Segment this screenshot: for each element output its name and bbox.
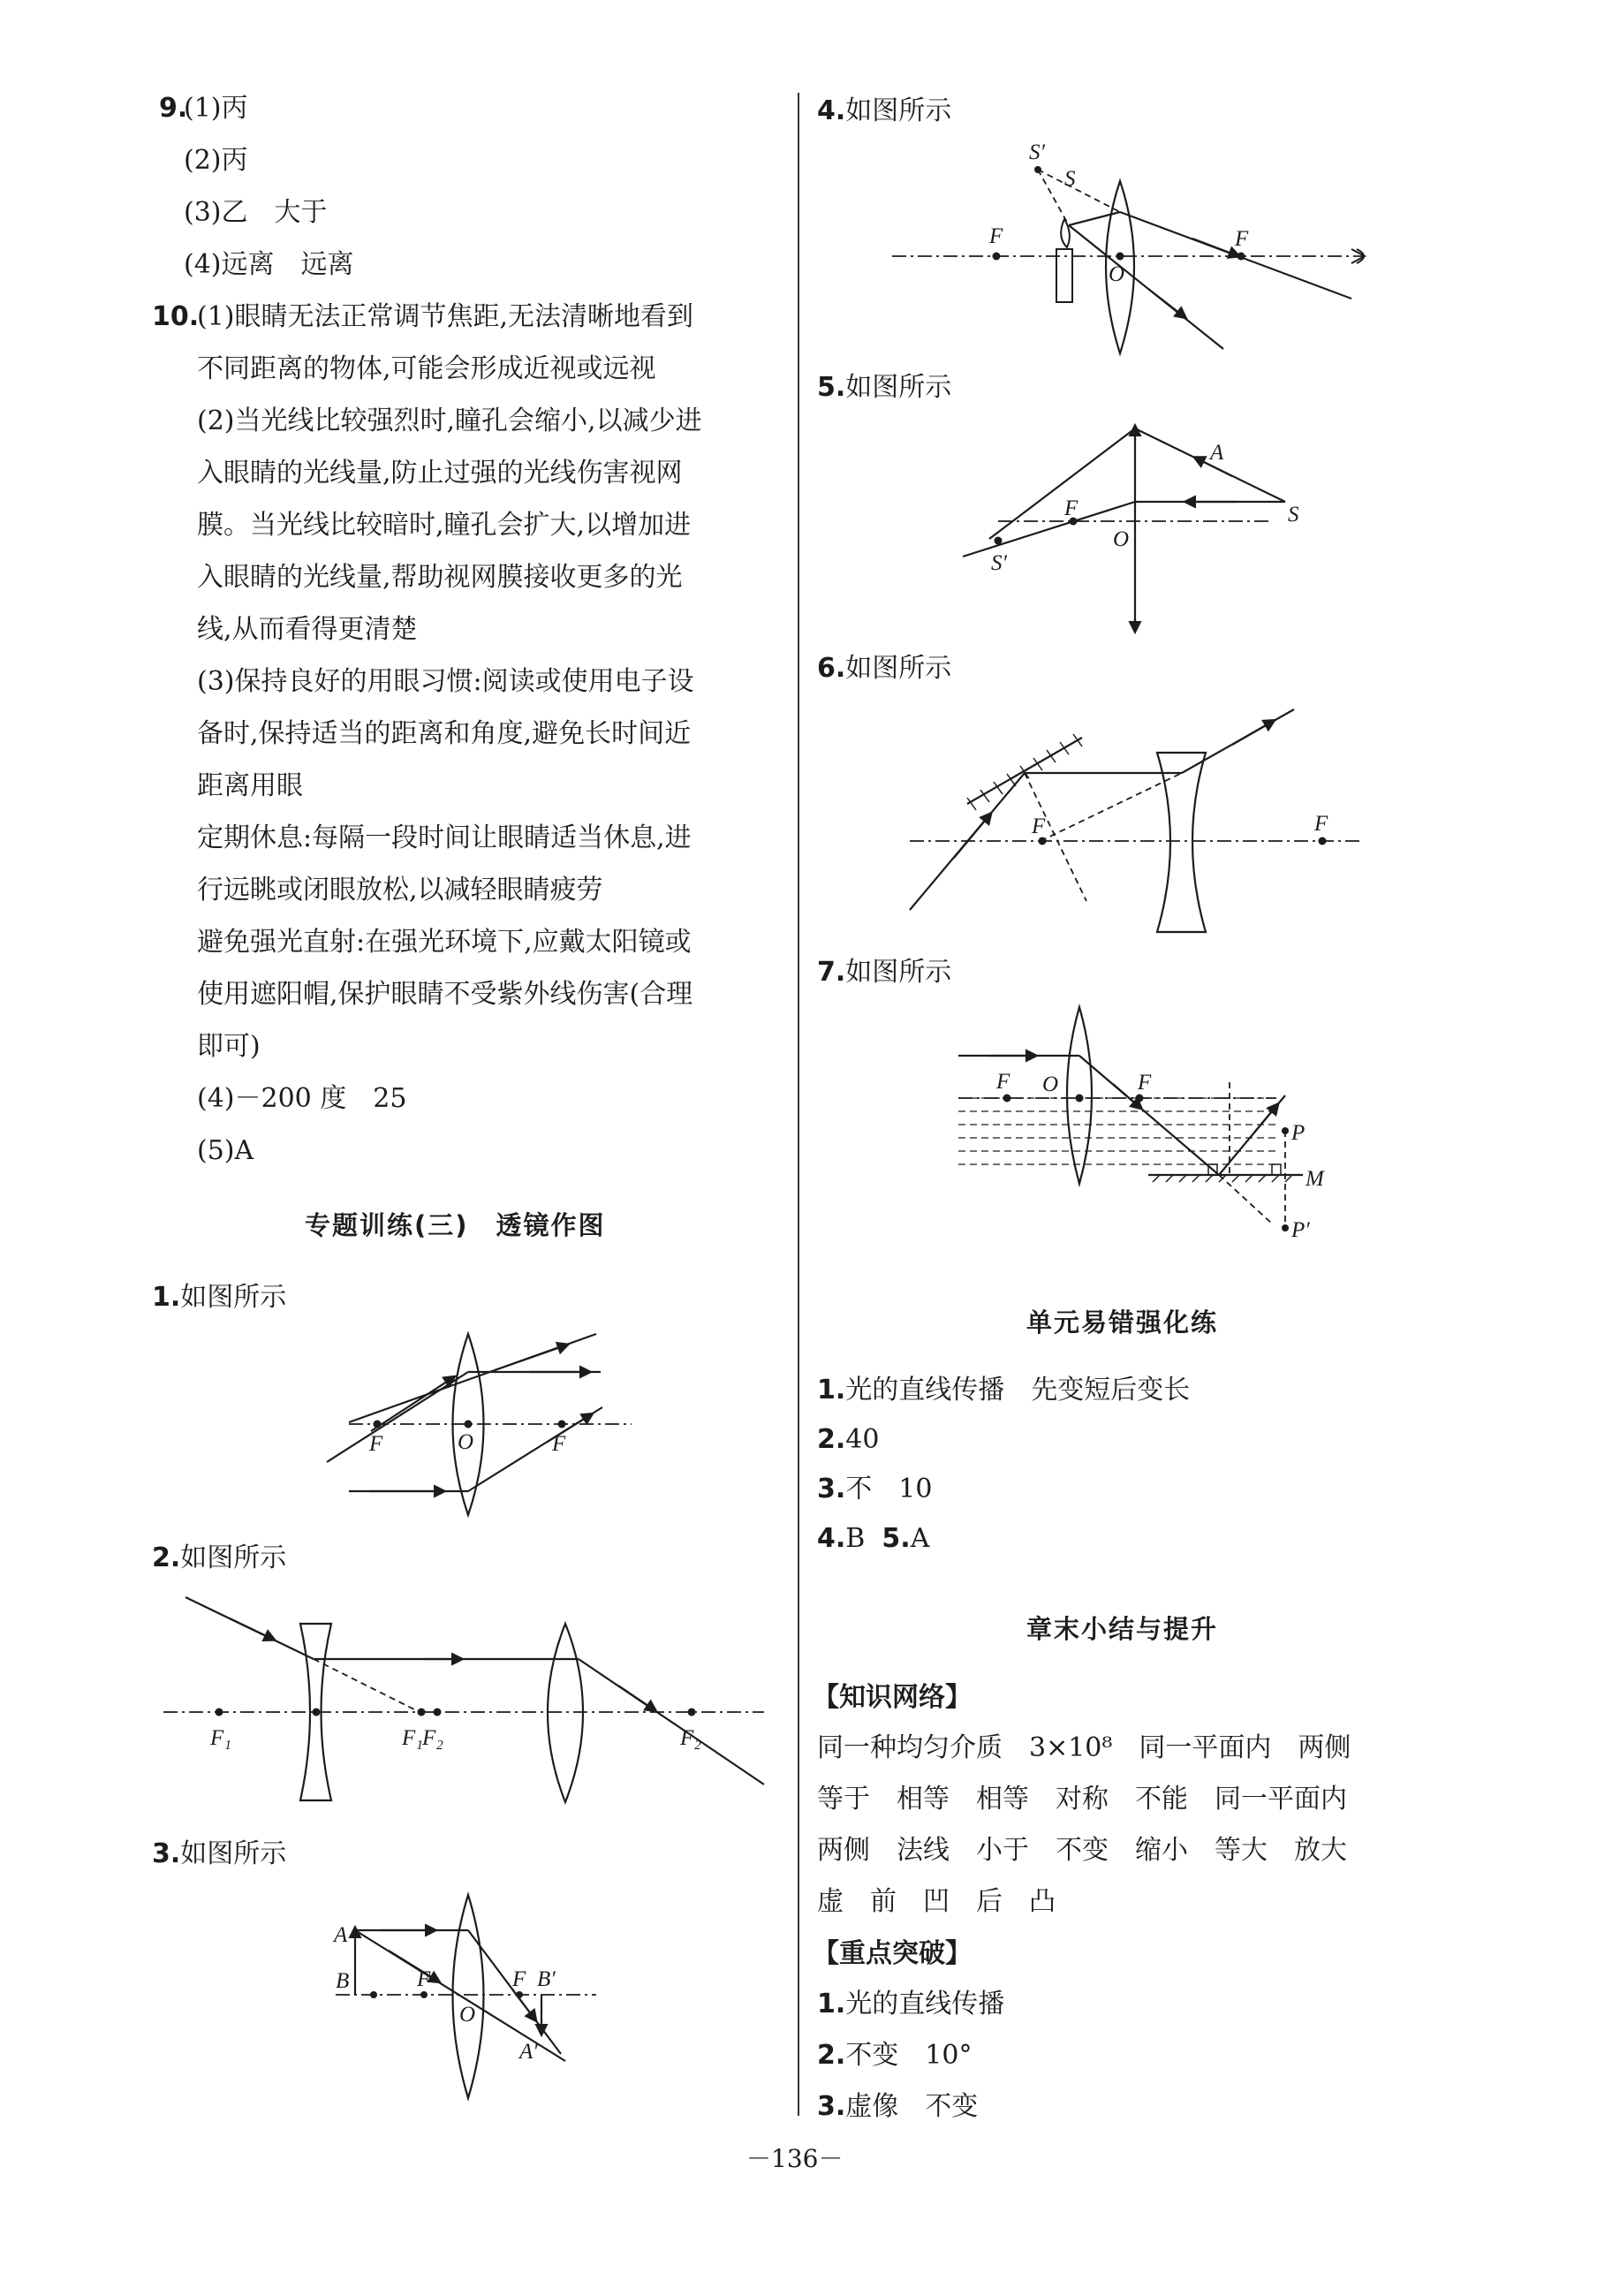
knowledge-line: 等于 相等 相等 对称 不能 同一平面内	[817, 1784, 1347, 1815]
svg-text:F₂: F₂	[422, 1726, 443, 1750]
q10-line: (1)眼睛无法正常调节焦距,无法清晰地看到	[197, 301, 694, 332]
q9-answer-4: (4)远离 远离	[184, 249, 354, 280]
svg-text:F: F	[512, 1967, 526, 1991]
q10-line: (2)当光线比较强烈时,瞳孔会缩小,以减少进	[197, 405, 702, 436]
svg-text:F: F	[996, 1070, 1010, 1094]
knowledge-line: 虚 前 凹 后 凸	[817, 1886, 1056, 1917]
svg-text:B: B	[336, 1969, 350, 1993]
svg-text:F: F	[1032, 815, 1046, 838]
q10-line: 行远眺或闭眼放松,以减轻眼睛疲劳	[197, 875, 603, 906]
fig5-caption: 5.如图所示	[817, 372, 952, 403]
svg-text:O: O	[1113, 527, 1130, 551]
q9-answer-3: (3)乙 大于	[184, 197, 328, 228]
chapter-title: 章末小结与提升	[1026, 1614, 1219, 1644]
svg-text:A: A	[1210, 441, 1224, 465]
q10-line: 定期休息:每隔一段时间让眼睛适当休息,进	[197, 822, 692, 853]
fig4-caption: 4.如图所示	[817, 95, 952, 126]
svg-text:S′: S′	[991, 551, 1007, 575]
svg-text:M: M	[1305, 1167, 1324, 1191]
q10-line: 即可)	[197, 1031, 261, 1062]
svg-text:O: O	[1042, 1072, 1059, 1096]
svg-text:F: F	[369, 1432, 383, 1456]
svg-text:F: F	[1138, 1071, 1152, 1095]
section-title: 专题训练(三) 透镜作图	[305, 1210, 606, 1240]
fig3-caption: 3.如图所示	[152, 1838, 287, 1869]
unit-title: 单元易错强化练	[1026, 1307, 1219, 1337]
unit-answer-3: 3.不 10	[817, 1474, 933, 1504]
q10-line: 不同距离的物体,可能会形成近视或远视	[197, 353, 656, 384]
fig7-caption: 7.如图所示	[817, 957, 952, 988]
knowledge-network-title: 【知识网络】	[813, 1682, 972, 1713]
svg-text:O: O	[458, 1430, 474, 1454]
svg-text:F: F	[1064, 496, 1078, 520]
unit-answer-4-5: 4.B 5.A	[817, 1523, 930, 1554]
key-point-3: 3.虚像 不变	[817, 2091, 979, 2122]
q10-line: (3)保持良好的用眼习惯:阅读或使用电子设	[197, 666, 694, 697]
q9-number: 9.	[159, 93, 188, 124]
svg-text:F₁: F₁	[210, 1726, 231, 1750]
q10-line: 使用遮阳帽,保护眼睛不受紫外线伤害(合理	[197, 979, 693, 1010]
svg-text:O: O	[1109, 262, 1125, 286]
q10-line: 线,从而看得更清楚	[197, 614, 418, 645]
svg-text:F: F	[552, 1432, 566, 1456]
svg-text:O: O	[459, 2003, 476, 2027]
q10-line: (5)A	[197, 1135, 254, 1166]
q10-line: 入眼睛的光线量,防止过强的光线伤害视网	[197, 458, 683, 489]
svg-text:B′: B′	[537, 1967, 556, 1991]
svg-text:F: F	[417, 1967, 431, 1991]
knowledge-line: 同一种均匀介质 3×10⁸ 同一平面内 两侧	[817, 1732, 1351, 1763]
q10-line: 入眼睛的光线量,帮助视网膜接收更多的光	[197, 562, 683, 593]
fig1-caption: 1.如图所示	[152, 1282, 287, 1313]
unit-answer-2: 2.40	[817, 1424, 880, 1455]
page-number: －136－	[746, 2144, 844, 2173]
svg-text:F₂: F₂	[680, 1726, 701, 1750]
svg-text:S: S	[1064, 167, 1076, 191]
svg-text:F₁: F₁	[402, 1726, 423, 1750]
svg-text:F: F	[1235, 227, 1249, 251]
key-points-title: 【重点突破】	[813, 1938, 972, 1969]
svg-text:F: F	[1314, 812, 1328, 836]
q10-line: 距离用眼	[197, 770, 303, 801]
q9-answer-1: (1)丙	[184, 93, 248, 124]
q10-line: (4)－200 度 25	[197, 1083, 407, 1114]
q10-line: 膜。当光线比较暗时,瞳孔会扩大,以增加进	[197, 510, 692, 541]
svg-text:P′: P′	[1291, 1218, 1310, 1242]
svg-text:A′: A′	[519, 2040, 538, 2064]
key-point-2: 2.不变 10°	[817, 2040, 972, 2071]
fig6-caption: 6.如图所示	[817, 653, 952, 684]
fig2-caption: 2.如图所示	[152, 1542, 287, 1573]
key-point-1: 1.光的直线传播	[817, 1989, 1005, 2019]
unit-answer-1: 1.光的直线传播 先变短后变长	[817, 1375, 1191, 1406]
q10-number: 10.	[152, 301, 200, 332]
svg-text:A: A	[334, 1923, 348, 1947]
knowledge-line: 两侧 法线 小于 不变 缩小 等大 放大	[817, 1835, 1347, 1866]
q10-line: 避免强光直射:在强光环境下,应戴太阳镜或	[197, 927, 692, 958]
svg-text:S′: S′	[1029, 140, 1045, 164]
svg-text:S: S	[1288, 503, 1299, 527]
q9-answer-2: (2)丙	[184, 145, 248, 176]
q10-line: 备时,保持适当的距离和角度,避免长时间近	[197, 718, 692, 749]
svg-text:F: F	[989, 224, 1003, 248]
svg-text:P: P	[1291, 1121, 1305, 1145]
